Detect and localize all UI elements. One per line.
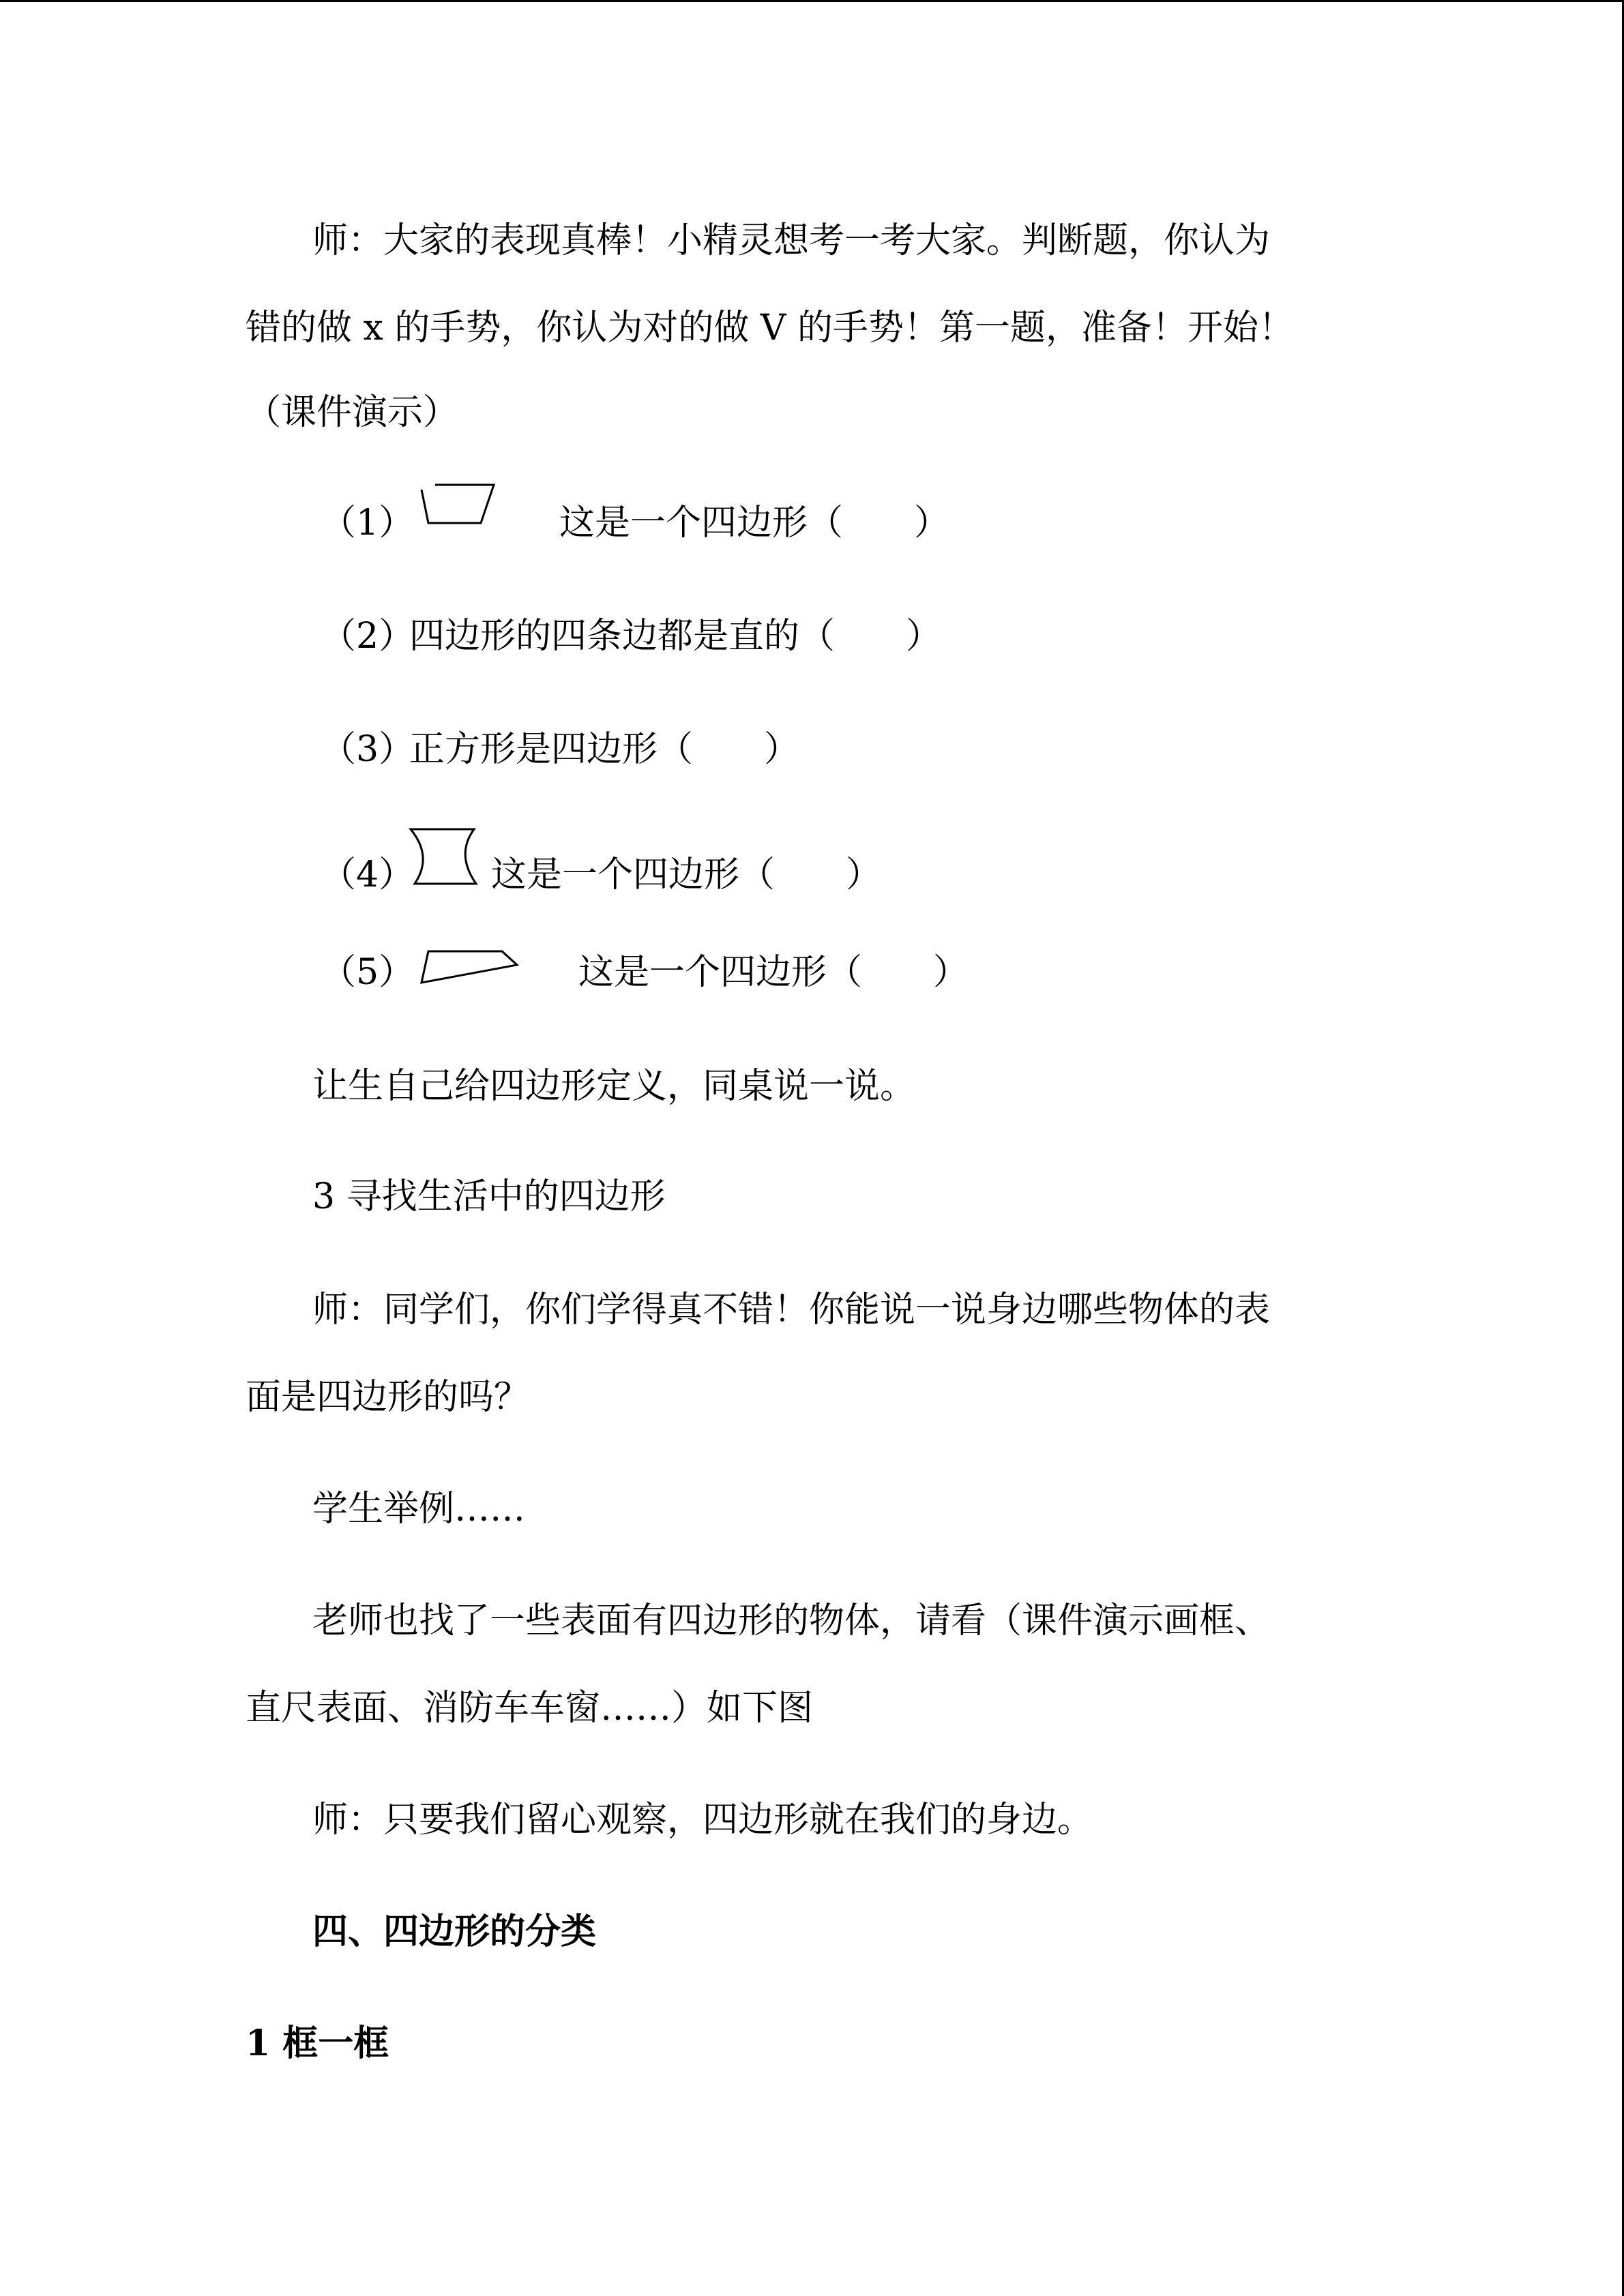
section-heading: 四、四边形的分类: [312, 1911, 597, 1952]
paragraph-line: 师：只要我们留心观察，四边形就在我们的身边。: [312, 1800, 1093, 1840]
paragraph-line: 师：大家的表现真棒！小精灵想考一考大家。判断题，你认为: [312, 220, 1271, 261]
concave-quadrilateral-icon: [402, 824, 481, 892]
question-number: （5）: [321, 952, 415, 993]
question-text: 这是一个四边形（ ）: [578, 952, 969, 993]
paragraph-line: 直尺表面、消防车车窗……）如下图: [246, 1688, 814, 1729]
paragraph-line: 老师也找了一些表面有四边形的物体，请看（课件演示画框、: [312, 1600, 1271, 1641]
paragraph-line: 师：同学们，你们学得真不错！你能说一说身边哪些物体的表: [312, 1289, 1271, 1330]
question-number: （4）: [321, 854, 415, 895]
question-text: 这是一个四边形（ ）: [491, 854, 882, 895]
question-number: （3）: [321, 729, 415, 770]
paragraph-line: 学生举例……: [312, 1489, 526, 1530]
subsection-heading: 1 框一框: [246, 2023, 389, 2064]
paragraph-line: （课件演示）: [246, 392, 459, 433]
question-text: 正方形是四边形（ ）: [409, 729, 800, 770]
paragraph-line: 让生自己给四边形定义，同桌说一说。: [312, 1066, 916, 1107]
trapezoid-shape-icon: [409, 479, 498, 527]
question-number: （2）: [321, 616, 415, 657]
paragraph-line: 面是四边形的吗？: [246, 1377, 530, 1418]
question-text: 四边形的四条边都是直的（ ）: [409, 616, 942, 657]
question-number: （1）: [321, 503, 415, 543]
irregular-quadrilateral-icon: [415, 943, 524, 991]
paragraph-line: 错的做 x 的手势，你认为对的做 V 的手势！第一题，准备！开始！: [246, 308, 1294, 348]
section-heading: 3 寻找生活中的四边形: [312, 1176, 666, 1217]
question-text: 这是一个四边形（ ）: [559, 503, 950, 543]
